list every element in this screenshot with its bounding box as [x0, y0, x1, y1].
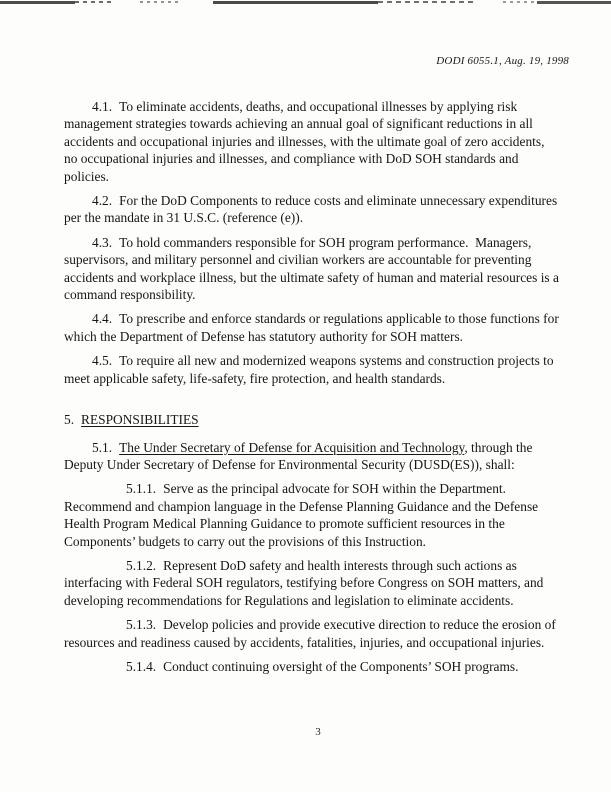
document-body	[64, 98, 561, 682]
paragraph-text: Develop policies and provide executive direction to reduce the erosion of resources and readiness caused by accidents, fatalities, injuries, and occupational injuries.	[64, 617, 560, 650]
paragraph-text: For the DoD Components to reduce costs and eliminate unnecessary expenditures per the mandate in 31 U.S.C. (reference (e)).	[64, 193, 561, 226]
paragraph-number: 5.1.2.	[126, 557, 157, 573]
paragraph-4-5	[64, 352, 561, 387]
paragraph-number: 5.1.1.	[126, 481, 157, 497]
section-5-heading	[64, 411, 561, 428]
paragraph-number: 4.3.	[92, 234, 113, 250]
paragraph-text: , through the Deputy Under Secretary of Defense for Environmental Security (DUSD(ES)), shall:	[64, 439, 536, 472]
section-number: 5.	[64, 412, 75, 428]
scan-artifact-segment	[503, 1, 540, 3]
paragraph-5-1-3	[64, 616, 561, 651]
scan-artifact-segment	[213, 1, 378, 4]
paragraph-number: 5.1.3.	[126, 617, 157, 633]
scan-artifact-segment	[0, 1, 75, 4]
paragraph-text: To hold commanders responsible for SOH program performance. Managers, supervisors, and military personnel and civilian workers are accountable for preventing accidents and workplace illness, but the ultimate safety of human and material resources is a command responsibility.	[64, 234, 563, 303]
paragraph-number: 4.4.	[92, 311, 113, 327]
paragraph-text: To eliminate accidents, deaths, and occupational illnesses by applying risk management strategies towards achieving an annual goal of significant reductions in all accidents and occupational injuries and illnesses, with the ultimate goal of zero accidents, no occupational injuries and illnesses, and compliance with DoD SOH standards and policies.	[64, 99, 548, 184]
scan-artifact-segment	[140, 1, 180, 3]
scan-artifact-segment	[537, 1, 611, 4]
paragraph-4-4	[64, 310, 561, 345]
paragraph-number: 4.2.	[92, 193, 113, 209]
paragraph-4-3	[64, 234, 561, 304]
document-header: DODI 6055.1, Aug. 19, 1998	[436, 55, 569, 67]
paragraph-5-1	[64, 439, 561, 474]
scan-artifact-segment	[378, 1, 473, 3]
paragraph-4-2	[64, 192, 561, 227]
paragraph-5-1-2	[64, 557, 561, 609]
scan-artifact-line	[0, 1, 611, 5]
paragraph-5-1-4	[64, 658, 561, 675]
paragraph-text: To require all new and modernized weapons systems and construction projects to meet applicable safety, life-safety, fire protection, and health standards.	[64, 353, 557, 386]
paragraph-text: Serve as the principal advocate for SOH within the Department. Recommend and champion language in the Defense Planning Guidance and the Defense Health Program Medical Planning Guidance to promote sufficient resources in the Components’ budgets to carry out the provisions of this Instruction.	[64, 481, 542, 549]
paragraph-5-1-1	[64, 480, 561, 550]
paragraph-4-1	[64, 98, 561, 185]
paragraph-text: To prescribe and enforce standards or regulations applicable to those functions for which the Department of Defense has statutory authority for SOH matters.	[64, 311, 563, 344]
paragraph-text: Conduct continuing oversight of the Components’ SOH programs.	[163, 658, 519, 674]
paragraph-number: 4.1.	[92, 99, 113, 114]
paragraph-text: Represent DoD safety and health interests through such actions as interfacing with Federal SOH regulators, testifying before Congress on SOH matters, and developing recommendations for Regulations and legislation to eliminate accidents.	[64, 557, 547, 608]
section-title: RESPONSIBILITIES	[81, 412, 199, 428]
paragraph-number: 5.1.4.	[126, 658, 157, 674]
scan-artifact-segment	[75, 1, 113, 3]
paragraph-number: 5.1.	[92, 439, 113, 455]
paragraph-underlined-text: The Under Secretary of Defense for Acquisition and Technology	[119, 439, 465, 455]
paragraph-number: 4.5.	[92, 353, 113, 369]
page-number: 3	[315, 726, 321, 738]
